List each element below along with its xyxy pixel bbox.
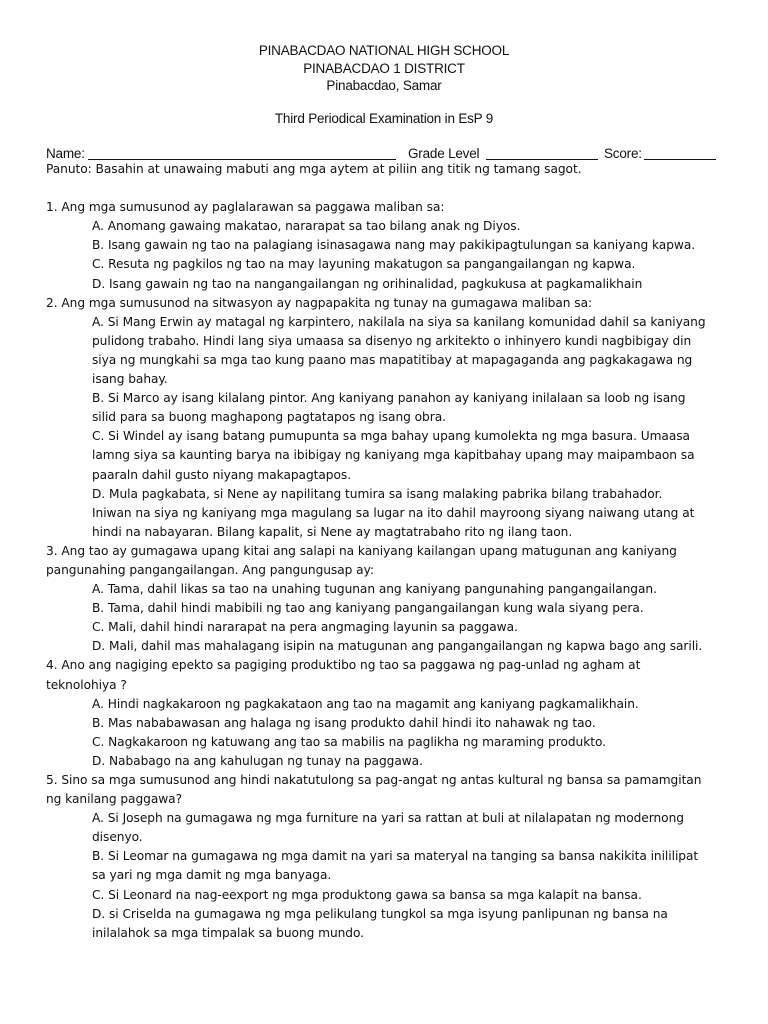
choice-text: B. Si Leomar na gumagawa ng mga damit na yari sa materyal na tanging sa bansa nakikita inililipat [92,849,699,864]
answer-choice[interactable] [92,847,736,885]
school-name: PINABACDAO NATIONAL HIGH SCHOOL [258,43,510,58]
question-text: teknolohiya ? [46,677,127,692]
choice-text: D. Mula pagkabata, si Nene ay napilitang tumira sa isang malaking pabrika bilang trabahador. [92,486,663,501]
answer-choice[interactable] [92,313,736,389]
choice-text: Iniwan na siya ng kaniyang mga magulang sa lugar na ito dahil mayroong siyang naiwang utang at [92,505,695,520]
question-text: 3. Ang tao ay gumagawa upang kitai ang salapi na kaniyang kailangan upang matugunan ang kaniyang [46,543,677,558]
question-text: 2. Ang mga sumusunod na sitwasyon ay nagpapakita ng tunay na gumagawa maliban sa: [46,295,593,310]
answer-choice[interactable] [92,733,736,752]
answer-choice[interactable] [92,637,736,656]
answer-choice[interactable] [92,485,736,542]
choice-text: D. Nababago na ang kahulugan ng tunay na paggawa. [92,753,423,768]
answer-choice[interactable] [92,275,736,294]
choice-text: disenyo. [92,830,143,845]
choice-list [46,695,736,771]
question-text: pangunahing pangangailangan. Ang pangungusap ay: [46,562,374,577]
score-label: Score: [604,146,642,161]
choice-text: sa yari ng mga damit ng mga banyaga. [92,868,332,883]
spacer [46,179,736,198]
question-list [46,198,736,943]
question-text: 1. Ang mga sumusunod ay paglalarawan sa paggawa maliban sa: [46,200,445,215]
choice-text: D. si Criselda na gumagawa ng mga pelikulang tungkol sa mga isyung panlipunan ng bansa na [92,906,668,921]
answer-choice[interactable] [92,599,736,618]
answer-choice[interactable] [92,580,736,599]
choice-text: A. Hindi nagkakaroon ng pagkakataon ang tao na magamit ang kaniyang pagkamalikhain. [92,696,639,711]
choice-text: inilalahok sa mga timpalak sa buong mundo. [92,925,365,940]
choice-text: C. Nagkakaroon ng katuwang ang tao sa mabilis na paglikha ng maraming produkto. [92,734,606,749]
choice-text: D. Mali, dahil mas mahalagang isipin na matugunan ang pangangailangan ng kapwa bago ang sarili. [92,639,703,654]
question-text: ng kanilang paggawa? [46,792,182,807]
answer-choice[interactable] [92,236,736,255]
choice-text: siya ng mungkahi sa mga tao kung paano mas mapatitibay at mapagaganda ang pagkakagawa ng [92,352,693,367]
question-item [46,198,736,293]
choice-text: B. Si Marco ay isang kilalang pintor. Ang kaniyang panahon ay kaniyang inilalaan sa loob ng isang [92,391,686,406]
choice-text: C. Si Leonard na nag-eexport ng mga produktong gawa sa bansa sa mga kalapit na bansa. [92,887,642,902]
exam-body [46,160,736,943]
choice-text: D. Isang gawain ng tao na nangangailangan ng orihinalidad, pagkukusa at pagkamalikhain [92,276,643,291]
answer-choice[interactable] [92,905,736,943]
answer-choice[interactable] [92,886,736,905]
choice-text: silid para sa buong maghapong pagtatapos ng isang obra. [92,410,446,425]
choice-text: A. Tama, dahil likas sa tao na unahing tugunan ang kaniyang pangunahing pangangailangan. [92,582,657,597]
choice-text: hindi na nabayaran. Bilang kapalit, si Nene ay magtatrabaho rito ng ilang taon. [92,524,573,539]
choice-text: B. Isang gawain ng tao na palagiang isinasagawa nang may pakikipagtulungan sa kaniyang kapwa. [92,238,696,253]
choice-text: C. Si Windel ay isang batang pumupunta sa mga bahay upang kumolekta ng mga basura. Umaasa [92,429,690,444]
answer-choice[interactable] [92,752,736,771]
school-location: Pinabacdao, Samar [326,78,442,93]
question-item [46,542,736,657]
answer-choice[interactable] [92,618,736,637]
answer-choice[interactable] [92,714,736,733]
exam-title: Third Periodical Examination in EsP 9 [274,111,494,126]
choice-text: pulidong trabaho. Hindi lang siya umaasa sa disenyo ng arkitekto o inhinyero kundi nagbibigay din [92,333,692,348]
district-name: PINABACDAO 1 DISTRICT [303,60,465,76]
answer-choice[interactable] [92,809,736,847]
choice-list [46,580,736,656]
choice-text: lamng siya sa kaunting barya na ibibigay ng kaniyang mga kapitbahay upang may maipambaon sa [92,448,695,463]
school-header [0,42,768,95]
answer-choice[interactable] [92,427,736,484]
question-item [46,294,736,542]
choice-text: C. Mali, dahil hindi nararapat na pera angmaging layunin sa paggawa. [92,620,518,635]
answer-choice[interactable] [92,217,736,236]
question-text: 4. Ano ang nagiging epekto sa pagiging produktibo ng tao sa paggawa ng pag-unlad ng agham at [46,658,641,673]
choice-text: B. Mas nababawasan ang halaga ng isang produkto dahil hindi ito nahawak ng tao. [92,715,596,730]
choice-list [46,809,736,943]
answer-choice[interactable] [92,389,736,427]
choice-text: isang bahay. [92,372,168,387]
name-label: Name: [46,146,85,161]
answer-choice[interactable] [92,695,736,714]
choice-text: C. Resuta ng pagkilos ng tao na may layuning makatugon sa pangangailangan ng kapwa. [92,257,636,272]
choice-text: paaraln dahil gusto niyang makapagtapos. [92,467,352,482]
choice-text: A. Si Mang Erwin ay matagal ng karpintero, nakilala na siya sa kanilang komunidad dahil sa kaniyang [92,314,706,329]
choice-list [46,313,736,542]
answer-choice[interactable] [92,255,736,274]
choice-text: B. Tama, dahil hindi mabibili ng tao ang kaniyang pangangailangan kung wala siyang pera. [92,601,644,616]
grade-level-label: Grade Level [408,146,480,161]
instructions: Panuto: Basahin at unawaing mabuti ang mga aytem at piliin ang titik ng tamang sagot. [46,162,582,176]
choice-text: A. Anomang gawaing makatao, nararapat sa tao bilang anak ng Diyos. [92,219,521,234]
question-text: 5. Sino sa mga sumusunod ang hindi nakatutulong sa pag-angat ng antas kultural ng bansa sa pamamgitan [46,773,702,787]
question-item [46,656,736,771]
question-item [46,771,736,943]
choice-list [46,217,736,293]
choice-text: A. Si Joseph na gumagawa ng mga furniture na yari sa rattan at buli at nilalapatan ng modernong [92,811,684,826]
